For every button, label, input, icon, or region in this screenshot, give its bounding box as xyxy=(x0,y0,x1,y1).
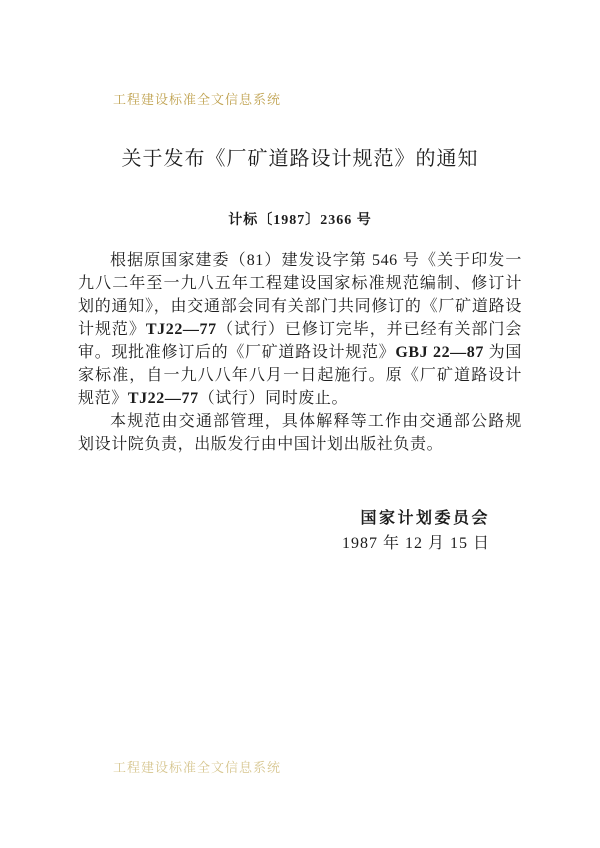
watermark-bottom: 工程建设标准全文信息系统 xyxy=(113,760,282,775)
paragraph: 本规范由交通部管理，具体解释等工作由交通部公路规划设计院负责，出版发行由中国计划出版社负责。 xyxy=(78,413,522,453)
doc-number: 计标〔1987〕2366 号 xyxy=(228,213,372,228)
signature-date: 1987 年 12 月 15 日 xyxy=(341,535,490,552)
paragraph: 根据原国家建委（81）建发设字第 546 号《关于印发一九八二年至一九八五年工程建设国家标准规范编制、修订计划的通知》，由交通部会同有关部门共同修订的《厂矿道路设计规范》TJ22—77（试行）已修订完毕，并已经有关部门会审。现批准修订后的《厂矿道路设计规范》GBJ 22—87 为国家标准，自一九八八年八月一日起施行。原《厂矿道路设计规范》TJ22—77（试行）同时废止。 xyxy=(78,252,522,407)
page-title: 关于发布《厂矿道路设计规范》的通知 xyxy=(121,148,479,170)
signature-block xyxy=(342,506,490,556)
watermark-top: 工程建设标准全文信息系统 xyxy=(113,92,282,107)
body-text xyxy=(78,249,522,456)
signature-issuer: 国家计划委员会 xyxy=(360,510,490,527)
